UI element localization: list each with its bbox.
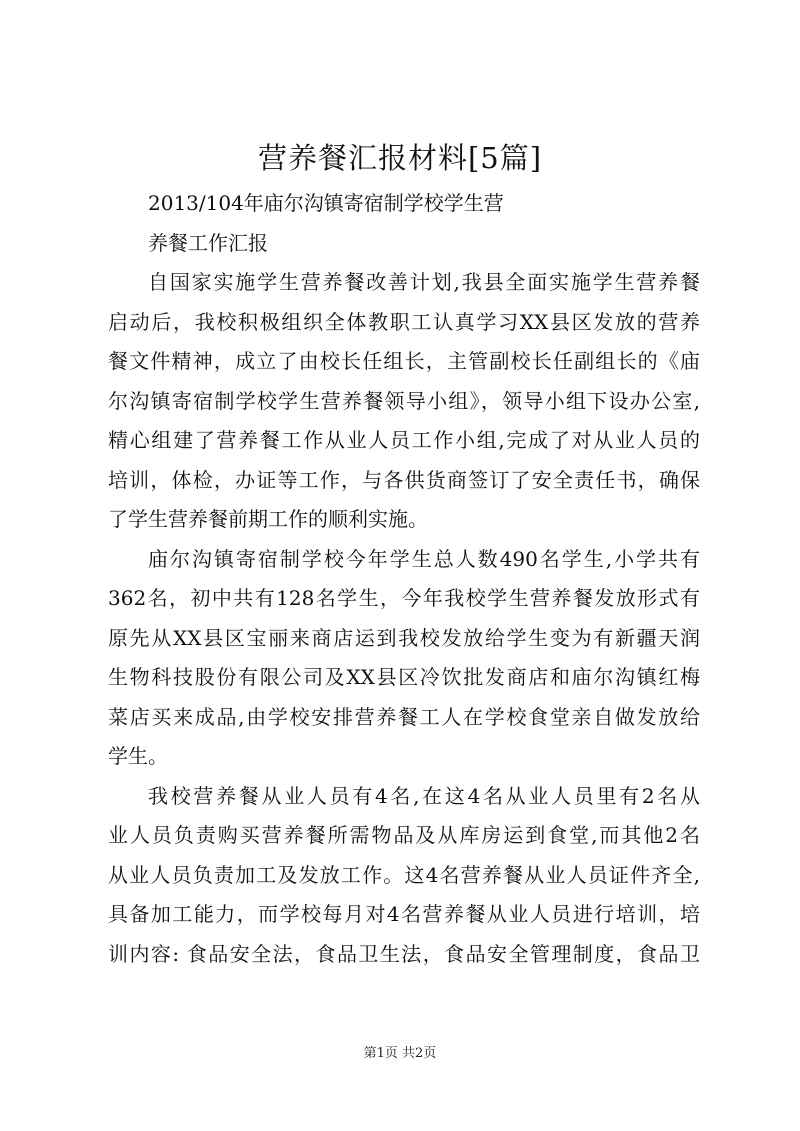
paragraph-line: 训内容: 食品安全法，食品卫生法，食品安全管理制度，食品卫 [108,941,700,966]
paragraph-line: 培训，体检，办证等工作，与各供货商签订了安全责任书，确保 [108,467,700,492]
subtitle-line: 养餐工作汇报 [148,230,268,255]
paragraph-line: 尔沟镇寄宿制学校学生营养餐领导小组》，领导小组下设办公室, [108,388,700,413]
document-title: 营养餐汇报材料[5篇] [257,141,543,175]
paragraph-line: 业人员负责购买营养餐所需物品及从库房运到食堂,而其他2名 [108,823,700,847]
subtitle-line: 2013/104年庙尔沟镇寄宿制学校学生营 [148,191,504,215]
paragraph-line: 原先从XX县区宝丽来商店运到我校发放给学生变为有新疆天润 [108,625,700,650]
paragraph-line: 餐文件精神，成立了由校长任组长，主管副校长任副组长的《庙 [108,349,700,373]
paragraph-line: 自国家实施学生营养餐改善计划,我县全面实施学生营养餐 [148,270,700,294]
paragraph-line: 庙尔沟镇寄宿制学校今年学生总人数490名学生,小学共有 [148,546,700,571]
paragraph-line: 启动后，我校积极组织全体教职工认真学习XX县区发放的营养 [108,309,700,334]
paragraph-line: 学生。 [108,744,168,768]
paragraph-line: 从业人员负责加工及发放工作。这4名营养餐从业人员证件齐全, [108,862,700,887]
paragraph-line: 精心组建了营养餐工作从业人员工作小组,完成了对从业人员的 [108,428,700,452]
paragraph-line: 362名，初中共有128名学生，今年我校学生营养餐发放形式有 [108,586,700,610]
paragraph-line: 生物科技股份有限公司及XX县区冷饮批发商店和庙尔沟镇红梅 [108,665,700,689]
paragraph-line: 了学生营养餐前期工作的顺利实施。 [108,507,428,531]
page-footer: 第1页 共2页 [363,1046,437,1061]
document-body [108,184,700,974]
paragraph-line: 具备加工能力，而学校每月对4名营养餐从业人员进行培训，培 [108,902,700,926]
paragraph-line: 我校营养餐从业人员有4名,在这4名从业人员里有2名从 [148,783,700,808]
paragraph-line: 菜店买来成品,由学校安排营养餐工人在学校食堂亲自做发放给 [108,704,700,729]
